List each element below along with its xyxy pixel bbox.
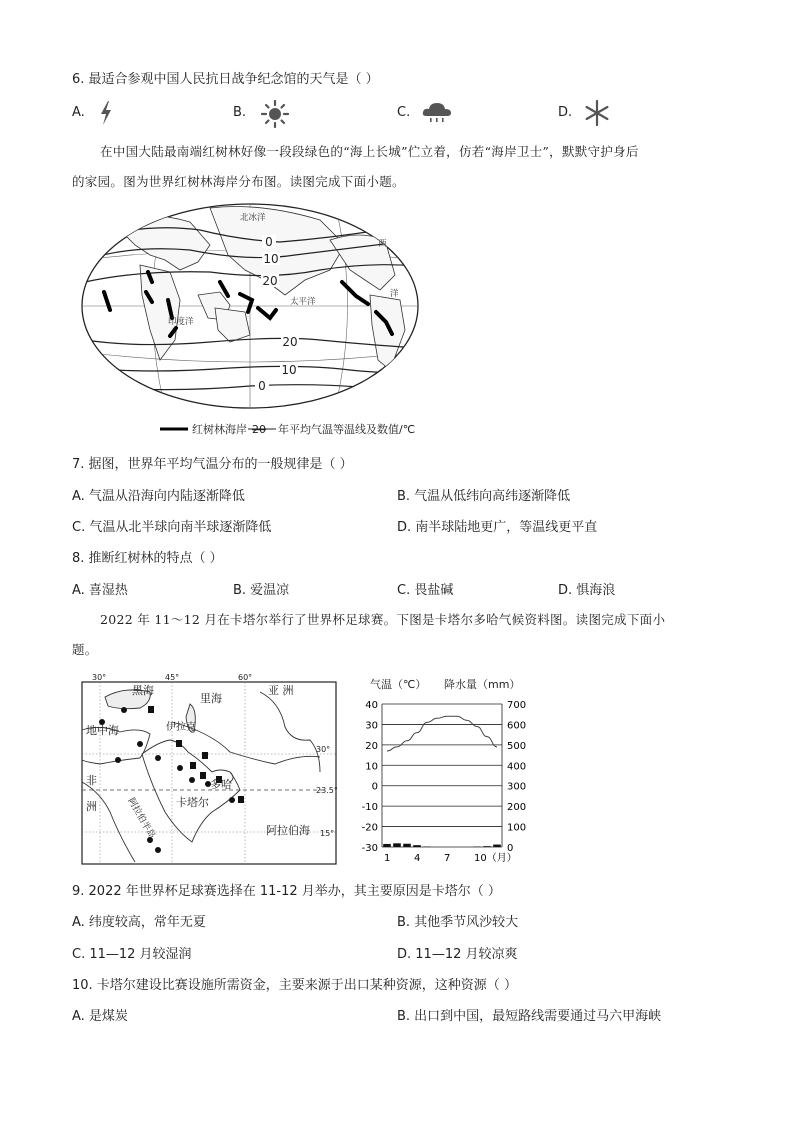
precipitation-bar-3	[403, 844, 411, 847]
label-mediterranean: 地中海	[86, 724, 119, 737]
left-tick-label: 40	[365, 700, 378, 711]
label-pacific: 太平洋	[290, 297, 316, 307]
right-tick-label: 200	[507, 802, 527, 814]
q7-option-c[interactable]: C. 气温从北半球向南半球逐渐降低	[72, 520, 272, 535]
temperature-line	[387, 716, 497, 751]
right-tick-labels	[507, 700, 526, 854]
q8-option-b[interactable]: B. 爱温凉	[233, 583, 290, 598]
right-tick-label: 400	[507, 761, 527, 773]
lat-23-5: 23.5°	[316, 786, 338, 795]
precipitation-bars	[383, 843, 501, 847]
q10-stem: 10. 卡塔尔建设比赛设施所需资金，主要来源于出口某种资源，这种资源（ ）	[72, 978, 517, 993]
x-tick-label: 1	[384, 853, 391, 864]
right-tick-label: 500	[507, 740, 527, 752]
temp-axis-title: 气温（℃）	[370, 678, 427, 691]
q9-option-b[interactable]: B. 其他季节风沙较大	[397, 915, 519, 930]
right-tick-label: 600	[507, 720, 527, 732]
q9-stem: 9. 2022 年世界杯足球赛选择在 11-12 月举办，其主要原因是卡塔尔（ ）	[72, 884, 501, 899]
q7-stem: 7. 据图，世界年平均气温分布的一般规律是（ ）	[72, 457, 353, 472]
intro-qatar-line2: 题。	[72, 642, 98, 657]
label-arabian-peninsula: 阿拉伯半岛	[125, 796, 157, 841]
label-black-sea: 黑海	[132, 684, 154, 697]
q6-option-d[interactable]	[558, 105, 572, 120]
legend-mangrove-label: 红树林海岸	[192, 423, 247, 436]
lat-15: 15°	[320, 829, 335, 838]
isotherm-label-10-north: 10	[263, 252, 279, 266]
q6-option-a[interactable]	[72, 105, 85, 120]
isotherm-label-0-south: 0	[258, 379, 266, 393]
option-letter: A.	[72, 105, 85, 120]
q7-option-b[interactable]: B. 气温从低纬向高纬逐渐降低	[397, 489, 571, 504]
label-asia: 亚 洲	[268, 684, 294, 697]
map-legend	[160, 422, 415, 436]
label-arabian-sea: 阿拉伯海	[266, 824, 310, 837]
label-iraq: 伊拉克	[166, 722, 196, 733]
left-tick-label: 20	[365, 740, 378, 752]
label-doha: 多哈	[210, 778, 232, 791]
precipitation-bar-1	[383, 844, 391, 847]
lat-30: 30°	[316, 745, 331, 754]
isotherm-label-20-south: 20	[282, 335, 298, 349]
lightning-icon	[98, 100, 114, 126]
precipitation-bar-11	[483, 846, 491, 847]
x-tick-labels	[384, 852, 517, 864]
q9-option-d[interactable]: D. 11—12 月较凉爽	[397, 947, 518, 962]
q9-option-a[interactable]: A. 纬度较高，常年无夏	[72, 915, 206, 930]
option-letter: D.	[558, 105, 573, 120]
q9-option-c[interactable]: C. 11—12 月较湿润	[72, 947, 192, 962]
q6-stem: 6. 最适合参观中国人民抗日战争纪念馆的天气是（ ）	[72, 72, 379, 87]
lon-30: 30°	[92, 673, 107, 682]
label-qatar: 卡塔尔	[176, 796, 209, 809]
intro-qatar-line1: 2022 年 11～12 月在卡塔尔举行了世界杯足球赛。下图是卡塔尔多哈气候资料图。读图完成下面小	[100, 612, 666, 627]
intro-mangrove-line2: 的家园。图为世界红树林海岸分布图。读图完成下面小题。	[72, 174, 405, 189]
q10-option-a[interactable]: A. 是煤炭	[72, 1009, 128, 1024]
label-ocean: 洋	[390, 289, 399, 299]
left-tick-label: 0	[371, 781, 378, 793]
left-tick-label: 10	[365, 761, 378, 773]
snowflake-icon	[583, 99, 611, 127]
x-tick-label: 10（月）	[474, 853, 517, 864]
label-africa-2: 洲	[86, 800, 97, 813]
rain-cloud-icon	[421, 100, 453, 126]
legend-isotherm-label: 年平均气温等温线及数值/℃	[278, 423, 416, 436]
middle-east-map	[80, 672, 340, 867]
label-africa-1: 非	[86, 774, 97, 787]
q7-option-a[interactable]: A. 气温从沿海向内陆逐渐降低	[72, 489, 245, 504]
label-west: 西	[378, 239, 387, 249]
x-tick-label: 7	[444, 853, 451, 864]
label-arctic-ocean: 北冰洋	[240, 213, 266, 223]
label-indian-ocean: 印度洋	[168, 317, 194, 327]
lon-60: 60°	[238, 673, 253, 682]
world-mangrove-map	[80, 200, 420, 445]
precipitation-bar-12	[493, 845, 501, 847]
left-tick-label: -30	[361, 843, 378, 854]
isotherm-label-10-south: 10	[281, 363, 297, 377]
intro-mangrove-line1: 在中国大陆最南端红树林好像一段段绿色的“海上长城”伫立着，仿若“海岸卫士”，默默守护身后	[100, 144, 639, 159]
q8-option-c[interactable]: C. 畏盐碱	[397, 583, 454, 598]
right-tick-label: 0	[507, 843, 514, 854]
isotherm-label-0-north: 0	[265, 235, 273, 249]
chart-grid	[382, 704, 502, 847]
label-caspian-1: 里海	[200, 692, 222, 705]
right-tick-label: 100	[507, 822, 527, 834]
q8-option-a[interactable]: A. 喜湿热	[72, 583, 128, 598]
lon-45: 45°	[165, 673, 180, 682]
legend-isotherm-sample: 20	[252, 423, 266, 436]
option-letter: C.	[397, 105, 411, 120]
q8-option-d[interactable]: D. 惧海浪	[558, 583, 616, 598]
precipitation-bar-2	[393, 843, 401, 847]
left-tick-label: -20	[361, 822, 378, 834]
x-tick-label: 4	[414, 853, 421, 864]
q8-stem: 8. 推断红树林的特点（ ）	[72, 551, 223, 566]
isotherm-label-20-north: 20	[262, 274, 278, 288]
q10-option-b[interactable]: B. 出口到中国，最短路线需要通过马六甲海峡	[397, 1009, 662, 1024]
left-tick-label: 30	[365, 720, 378, 732]
left-tick-label: -10	[361, 802, 378, 814]
q7-option-d[interactable]: D. 南半球陆地更广，等温线更平直	[397, 520, 598, 535]
doha-climate-chart	[352, 674, 532, 868]
q6-option-c[interactable]	[397, 105, 410, 120]
right-tick-label: 300	[507, 781, 527, 793]
sunny-icon	[261, 100, 289, 128]
q6-option-b[interactable]	[233, 105, 246, 120]
right-tick-label: 700	[507, 700, 527, 711]
left-tick-labels	[362, 700, 378, 854]
option-letter: B.	[233, 105, 247, 120]
precip-axis-title: 降水量（mm）	[444, 678, 521, 691]
precipitation-bar-4	[413, 845, 421, 847]
